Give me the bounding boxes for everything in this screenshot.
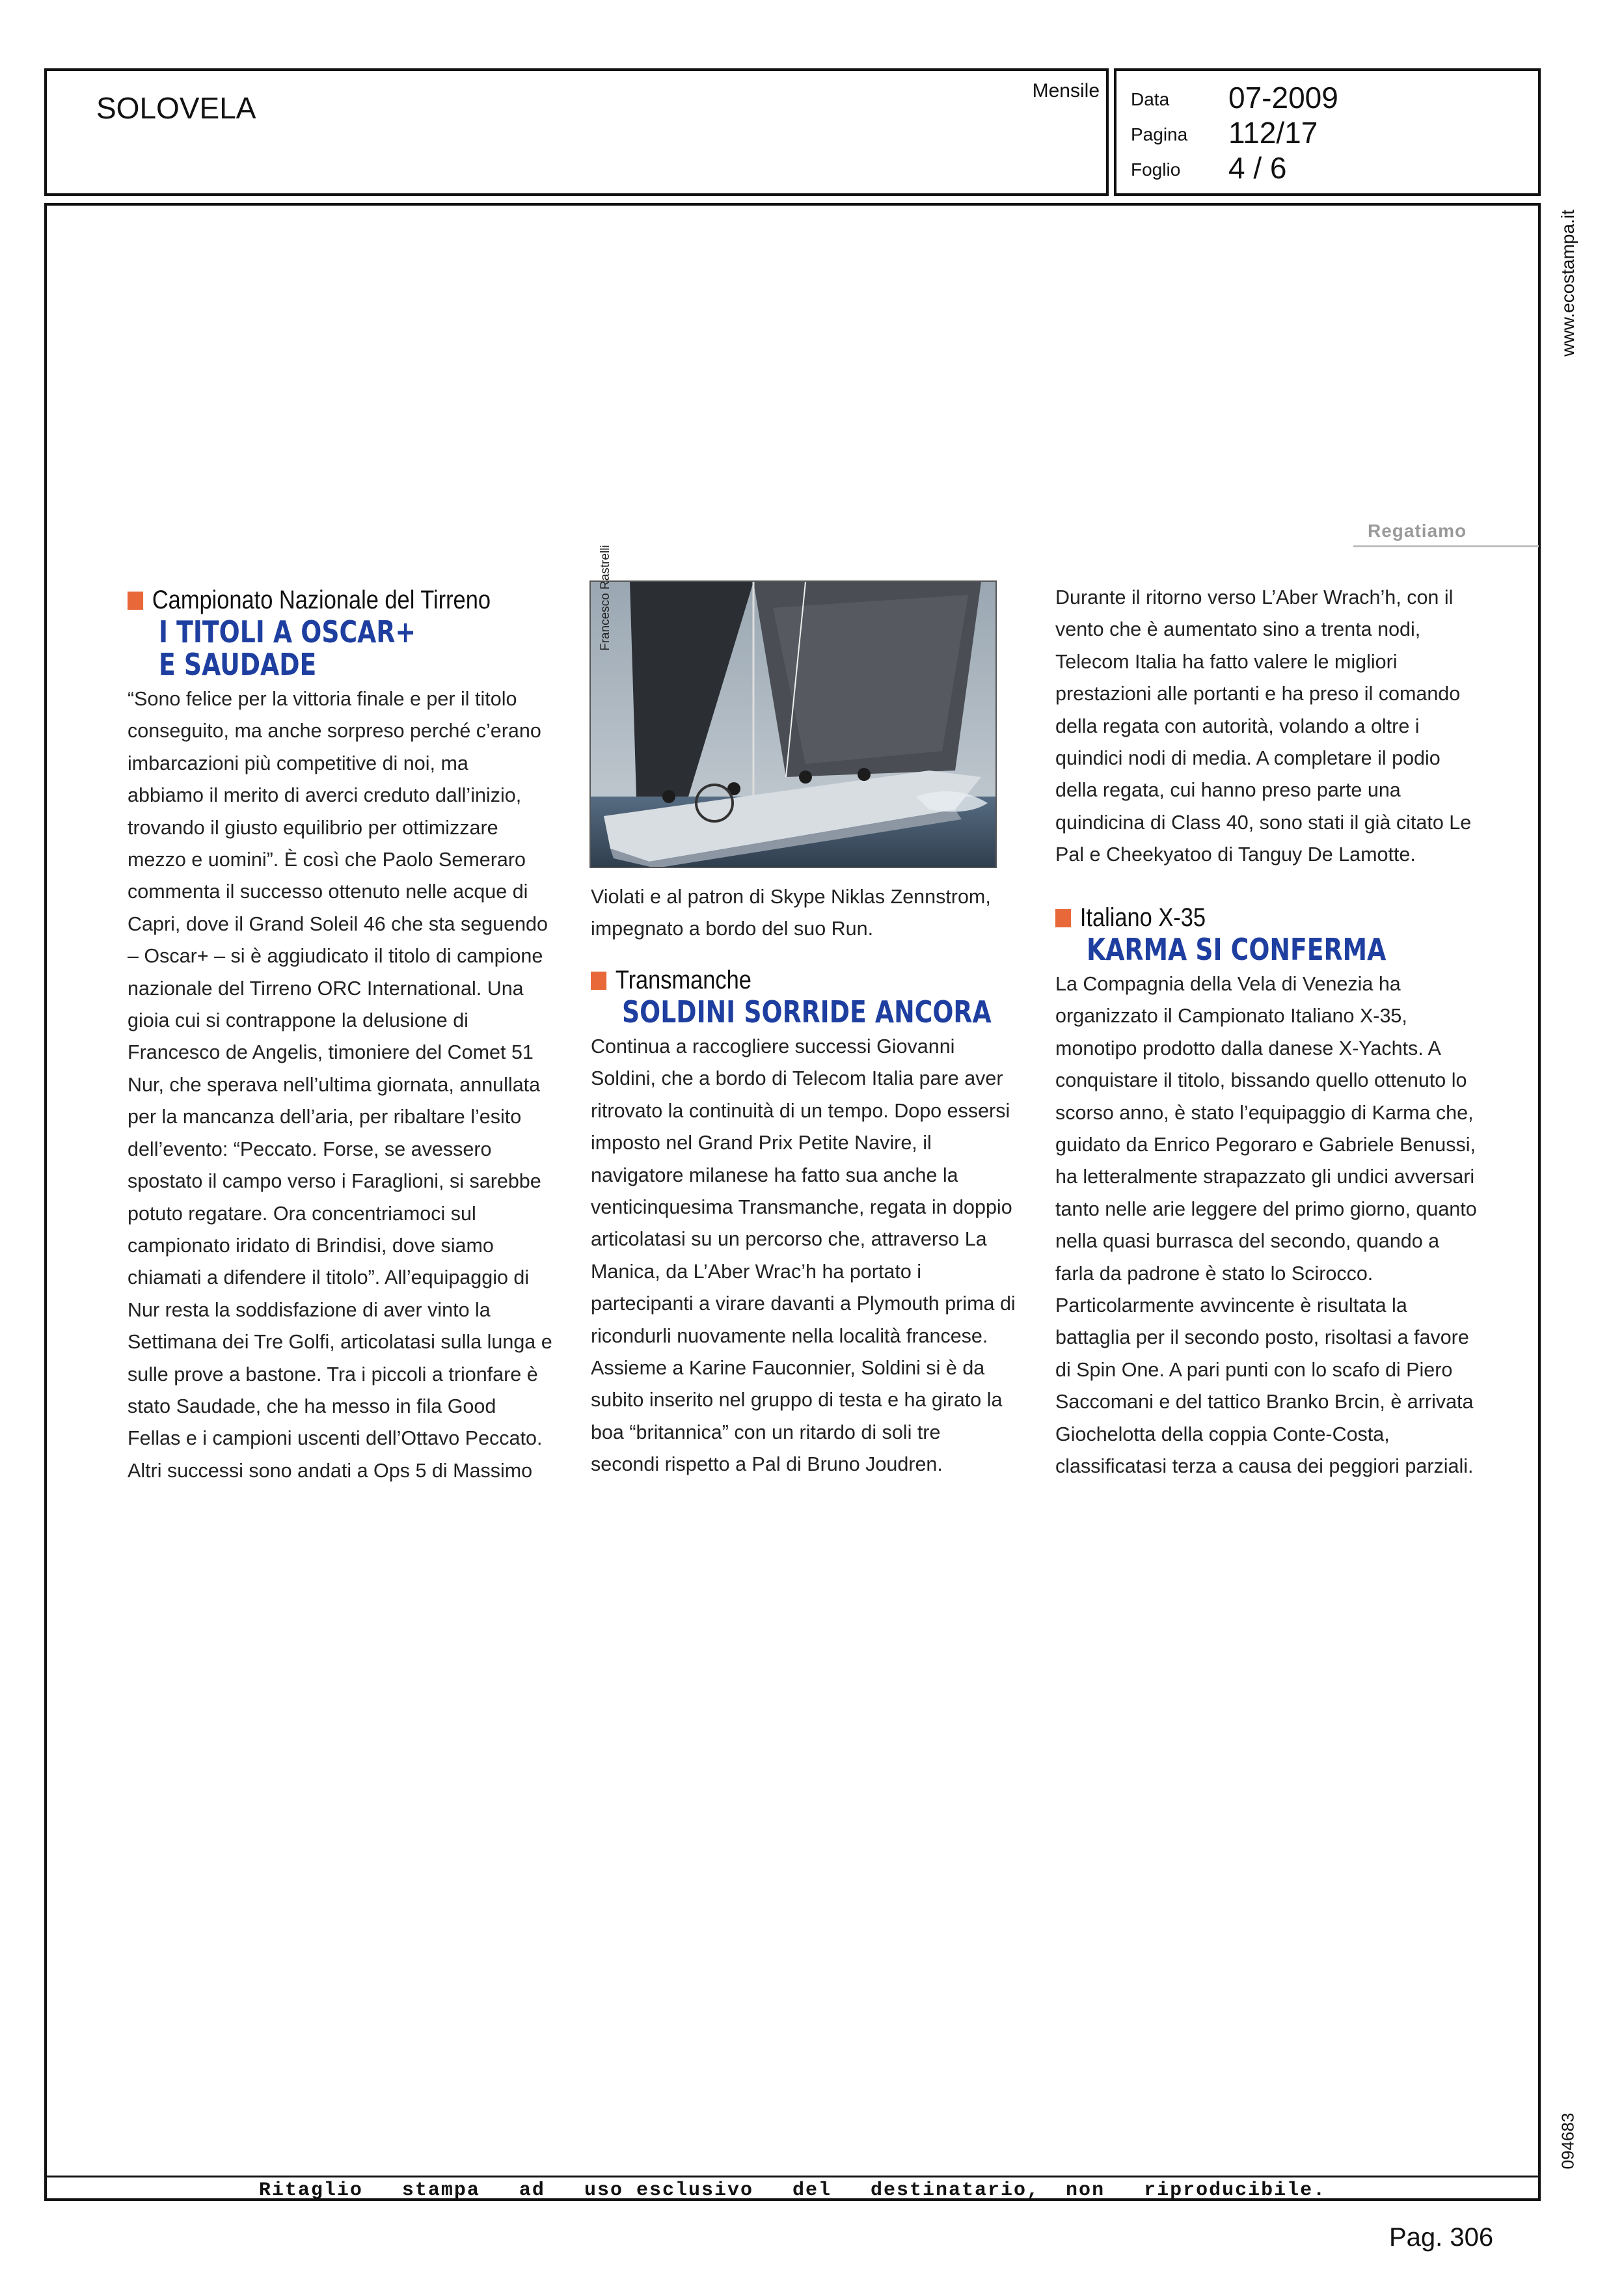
photo-credit: Francesco Rastrelli bbox=[599, 545, 612, 651]
body-line: potuto regatare. Ora concentriamoci sul bbox=[128, 1202, 476, 1225]
sailboat-image bbox=[591, 582, 997, 868]
body-line: spostato il campo verso i Faraglioni, si sarebbe bbox=[128, 1170, 541, 1193]
headline-block bbox=[128, 616, 570, 681]
meta-value: 4 / 6 bbox=[1228, 151, 1287, 185]
body-line: conseguito, ma anche sorpreso perché c’erano bbox=[128, 720, 541, 743]
body-line: secondi rispetto a Pal di Bruno Joudren. bbox=[591, 1453, 943, 1476]
body-line: Soldini, che a bordo di Telecom Italia pare aver bbox=[591, 1067, 1003, 1090]
body-line: boa “britannica” con un ritardo di soli tre bbox=[591, 1421, 941, 1443]
body-line: Settimana dei Tre Golfi, articolatasi sulla lunga e bbox=[128, 1331, 552, 1354]
body-line: stato Saudade, che ha messo in fila Good bbox=[128, 1395, 496, 1417]
article-headline: E SAUDADE bbox=[159, 647, 317, 682]
article-transmanche-continued bbox=[1055, 582, 1511, 871]
body-line: mezzo e uomini”. È così che Paolo Semeraro bbox=[128, 849, 526, 871]
body-line: Nur, che sperava nell’ultima giornata, annullata bbox=[128, 1073, 541, 1096]
body-line: Altri successi sono andati a Ops 5 di Massimo bbox=[128, 1459, 533, 1482]
caption-line: Violati e al patron di Skype Niklas Zennstrom, bbox=[591, 886, 991, 908]
body-line: Francesco de Angelis, timoniere del Comet 51 bbox=[128, 1041, 534, 1064]
body-line: scorso anno, è stato l’equipaggio di Karma che, bbox=[1055, 1101, 1474, 1124]
body-line: – Oscar+ – si è aggiudicato il titolo di campione bbox=[128, 945, 543, 968]
article-headline: KARMA SI CONFERMA bbox=[1087, 932, 1387, 967]
article-body bbox=[1055, 968, 1511, 1483]
body-line: quindicina di Class 40, sono stati il già citato Le bbox=[1055, 811, 1472, 834]
header-meta-box bbox=[1114, 68, 1541, 196]
article-kicker: Italiano X-35 bbox=[1055, 902, 1447, 933]
body-line: articolatasi su un percorso che, attraverso La bbox=[591, 1228, 987, 1251]
header-left-box bbox=[44, 68, 1109, 196]
body-line: quindici nodi di media. A completare il podio bbox=[1055, 747, 1441, 770]
body-line: guidato da Enrico Pegoraro e Gabriele Benussi, bbox=[1055, 1134, 1476, 1156]
body-line: ritrovato la continuità di un tempo. Dopo essersi bbox=[591, 1099, 1010, 1122]
meta-value: 07-2009 bbox=[1228, 81, 1338, 115]
body-line: dell’evento: “Peccato. Forse, se avessero bbox=[128, 1138, 492, 1160]
body-line: gioia cui si contrappone la delusione di bbox=[128, 1009, 468, 1032]
section-rule bbox=[1353, 545, 1539, 547]
publication-name: SOLOVELA bbox=[96, 91, 256, 125]
body-line: trovando il giusto equilibrio per ottimizzare bbox=[128, 816, 498, 839]
body-line: battaglia per il secondo posto, risoltasi a favore bbox=[1055, 1326, 1469, 1349]
meta-value: 112/17 bbox=[1228, 116, 1318, 150]
article-tirreno bbox=[128, 584, 570, 1487]
meta-label: Pagina bbox=[1131, 124, 1188, 144]
body-line: nella quasi burrasca del secondo, quando a bbox=[1055, 1230, 1440, 1253]
body-line: conquistare il titolo, bissando quello ottenuto lo bbox=[1055, 1069, 1467, 1092]
body-line: Pal e Cheekyatoo di Tanguy De Lamotte. bbox=[1055, 843, 1416, 866]
article-headline: I TITOLI A OSCAR+ bbox=[159, 614, 416, 649]
footer-notice: Ritaglio stampa ad uso esclusivo del destinatario, non riproducibile. bbox=[258, 2179, 1327, 2202]
footer-rule bbox=[44, 2176, 1541, 2177]
article-headline: SOLDINI SORRIDE ANCORA bbox=[622, 994, 992, 1030]
body-line: Manica, da L’Aber Wrac’h ha portato i bbox=[591, 1260, 922, 1283]
body-line: campionato iridato di Brindisi, dove siamo bbox=[128, 1234, 494, 1257]
body-line: ricondurli nuovamente nella località francese. bbox=[591, 1324, 988, 1347]
side-website: www.ecostampa.it bbox=[1558, 210, 1578, 357]
body-line: partecipanti a virare davanti a Plymouth prima di bbox=[591, 1292, 1016, 1315]
body-line: venticinquesima Transmanche, regata in doppio bbox=[591, 1196, 1012, 1219]
frequency-label: Mensile bbox=[1032, 80, 1100, 102]
body-line: della regata con autorità, volando a oltre i bbox=[1055, 715, 1420, 737]
bullet-square-icon bbox=[591, 972, 606, 990]
body-line: monotipo prodotto dalla danese X-Yachts. A bbox=[1055, 1037, 1441, 1059]
body-line: subito inserito nel gruppo di testa e ha girato la bbox=[591, 1389, 1003, 1412]
body-line: Durante il ritorno verso L’Aber Wrach’h, con il bbox=[1055, 586, 1454, 608]
body-line: imposto nel Grand Prix Petite Navire, il bbox=[591, 1132, 932, 1154]
body-line: classificatasi terza a causa dei peggiori parziali. bbox=[1055, 1455, 1474, 1478]
article-body bbox=[591, 1031, 1046, 1481]
body-line: Fellas e i campioni uscenti dell’Ottavo Peccato. bbox=[128, 1427, 543, 1450]
meta-label: Foglio bbox=[1131, 159, 1181, 180]
body-line: ha letteralmente strapazzato gli undici avversari bbox=[1055, 1166, 1475, 1188]
page-number: Pag. 306 bbox=[1389, 2223, 1494, 2252]
side-code: 094683 bbox=[1558, 2112, 1578, 2170]
body-line: Capri, dove il Grand Soleil 46 che sta seguendo bbox=[128, 912, 548, 935]
section-tag: Regatiamo bbox=[1368, 521, 1467, 541]
body-line: Continua a raccogliere successi Giovanni bbox=[591, 1035, 955, 1058]
body-line: La Compagnia della Vela di Venezia ha bbox=[1055, 973, 1401, 995]
article-transmanche bbox=[591, 964, 1046, 1481]
sailing-photo bbox=[589, 580, 997, 868]
headline-block bbox=[591, 996, 1046, 1028]
body-line: abbiamo il merito di averci creduto dall’inizio, bbox=[128, 784, 522, 807]
article-kicker: Campionato Nazionale del Tirreno bbox=[128, 584, 508, 616]
body-line: vento che è aumentato sino a trenta nodi, bbox=[1055, 618, 1421, 641]
body-line: Particolarmente avvincente è risultata la bbox=[1055, 1294, 1407, 1317]
body-line: navigatore milanese ha fatto sua anche la bbox=[591, 1164, 958, 1186]
body-line: nazionale del Tirreno ORC International. Una bbox=[128, 977, 524, 1000]
body-line: commenta il successo ottenuto nelle acque di bbox=[128, 880, 528, 903]
article-kicker: Transmanche bbox=[591, 964, 982, 996]
body-line: per la mancanza dell’aria, per ribaltare l’esito bbox=[128, 1106, 522, 1128]
body-line: di Spin One. A pari punti con lo scafo di Piero bbox=[1055, 1358, 1453, 1381]
body-line: Giochelotta della coppia Conte-Costa, bbox=[1055, 1423, 1390, 1445]
body-line: farla da padrone è stato lo Scirocco. bbox=[1055, 1262, 1374, 1285]
body-line: tanto nelle arie leggere del primo giorno, quanto bbox=[1055, 1197, 1477, 1220]
body-line: organizzato il Campionato Italiano X-35, bbox=[1055, 1005, 1407, 1028]
meta-label: Data bbox=[1131, 89, 1170, 109]
article-body bbox=[128, 683, 570, 1487]
article-body bbox=[1055, 582, 1511, 871]
bullet-square-icon bbox=[1055, 909, 1071, 927]
body-line: Saccomani e del tattico Branko Brcin, è arrivata bbox=[1055, 1391, 1474, 1413]
article-x35 bbox=[1055, 902, 1511, 1483]
body-line: chiamati a difendere il titolo”. All’equipaggio di bbox=[128, 1266, 530, 1289]
caption-line: impegnato a bordo del suo Run. bbox=[591, 918, 874, 940]
body-line: Assieme a Karine Fauconnier, Soldini si è da bbox=[591, 1357, 985, 1380]
headline-block bbox=[1055, 933, 1511, 966]
body-line: “Sono felice per la vittoria finale e per il titolo bbox=[128, 688, 517, 710]
bullet-square-icon bbox=[128, 592, 143, 610]
body-line: sulle prove a bastone. Tra i piccoli a trionfare è bbox=[128, 1363, 538, 1385]
body-line: imbarcazioni più competitive di noi, ma bbox=[128, 752, 468, 774]
body-line: Telecom Italia ha fatto valere le migliori bbox=[1055, 650, 1398, 673]
body-line: della regata, cui hanno preso parte una bbox=[1055, 779, 1401, 802]
body-line: prestazioni alle portanti e ha preso il comando bbox=[1055, 683, 1461, 705]
body-line: Nur resta la soddisfazione di aver vinto la bbox=[128, 1298, 491, 1321]
photo-caption bbox=[591, 881, 1007, 945]
